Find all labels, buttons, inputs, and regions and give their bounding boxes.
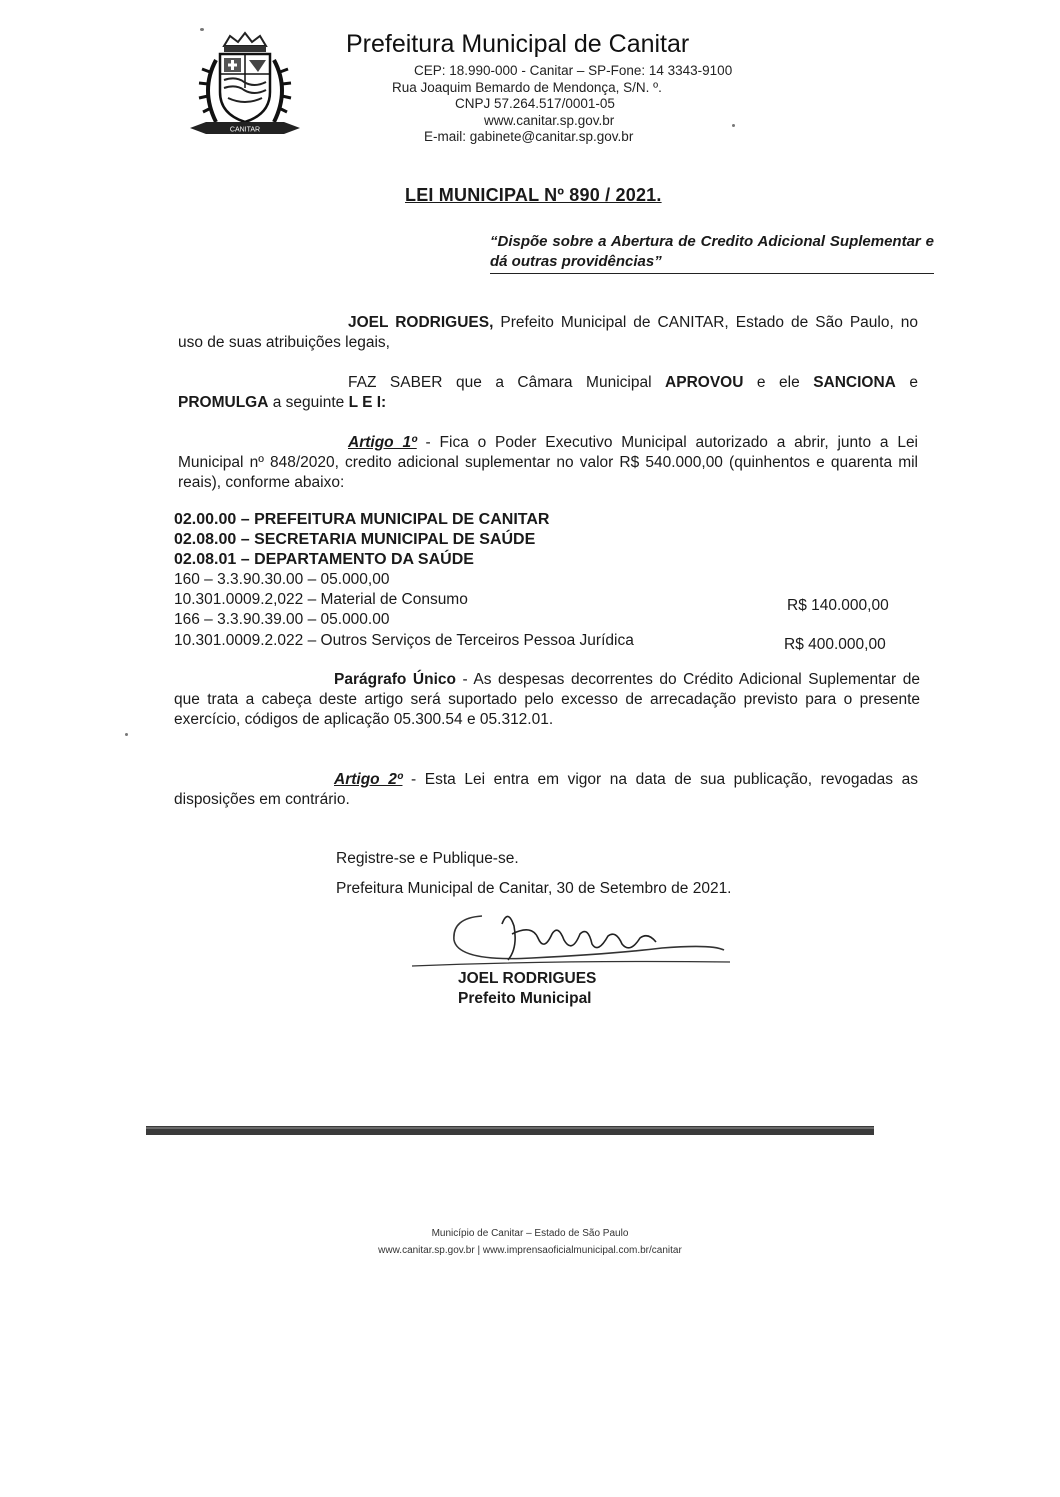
article-2-label: Artigo 2º [334, 771, 403, 788]
register-publish: Registre-se e Publique-se. [336, 850, 519, 867]
municipal-crest-icon [186, 30, 304, 146]
promulgation-promulga: PROMULGA [178, 394, 269, 411]
scan-speck [125, 733, 128, 736]
promulgation-sanciona: SANCIONA [813, 374, 896, 391]
header-title: Prefeitura Municipal de Canitar [346, 30, 690, 58]
article-1-label: Artigo 1º [348, 434, 417, 451]
budget-line-2-amount: R$ 400.000,00 [784, 636, 886, 653]
intro-text: Prefeito Municipal de CANITAR, Estado de São Paulo, no uso de suas atribuições legais, [178, 314, 919, 351]
budget-line-1-amount: R$ 140.000,00 [787, 597, 889, 614]
handwritten-signature-icon [412, 904, 732, 976]
budget-line-2-desc: 10.301.0009.2.022 – Outros Serviços de Terceiros Pessoa Jurídica [174, 632, 634, 649]
paragrafo-unico-text: - As despesas decorrentes do Crédito Adicional Suplementar de que trata a cabeça deste artigo será suportado pelo excesso de arrecadação previsto para o presente exercício, códigos de aplicação 05.300.54 e 05.312.01. [174, 671, 920, 728]
intro-paragraph [178, 313, 918, 353]
article-1-text: - Fica o Poder Executivo Municipal autorizado a abrir, junto a Lei Municipal nº 848/2020, credito adicional suplementar no valor R$ 540.000,00 (quinhentos e quarenta mil reais), conforme abaixo: [178, 434, 919, 491]
article-1 [178, 433, 918, 493]
unit-departamento-saude: 02.08.01 – DEPARTAMENTO DA SAÚDE [174, 551, 474, 568]
promulgation-text-3: e [895, 374, 918, 391]
header-cnpj: CNPJ 57.264.517/0001-05 [455, 96, 615, 111]
header-cep: CEP: 18.990-000 - Canitar – SP-Fone: 14 3343-9100 [414, 63, 733, 78]
mayor-name: JOEL RODRIGUES, [348, 314, 494, 331]
scan-speck [200, 28, 204, 31]
unit-prefeitura: 02.00.00 – PREFEITURA MUNICIPAL DE CANITAR [174, 511, 550, 528]
header-website: www.canitar.sp.gov.br [484, 113, 615, 128]
document-title: LEI MUNICIPAL Nº 890 / 2021. [405, 185, 662, 205]
promulgation-text-4: a seguinte [268, 394, 349, 411]
crest-label: CANITAR [229, 126, 261, 134]
scan-speck [732, 124, 735, 127]
header-email: E-mail: gabinete@canitar.sp.gov.br [424, 129, 634, 144]
promulgation-paragraph [178, 373, 918, 413]
promulgation-text-2: e ele [743, 374, 814, 391]
promulgation-aprovou: APROVOU [665, 374, 744, 391]
footer-divider [146, 1126, 874, 1135]
promulgation-lei: L E I: [348, 394, 387, 411]
place-date: Prefeitura Municipal de Canitar, 30 de Setembro de 2021. [336, 880, 732, 897]
budget-line-1-code: 160 – 3.3.90.30.00 – 05.000,00 [174, 571, 390, 588]
signature-role: Prefeito Municipal [458, 990, 592, 1007]
header-address: Rua Joaquim Bemardo de Mendonça, S/N. º. [392, 80, 662, 95]
budget-line-2-code: 166 – 3.3.90.39.00 – 05.000.00 [174, 611, 390, 628]
budget-line-1-desc: 10.301.0009.2,022 – Material de Consumo [174, 591, 468, 608]
paragrafo-unico-label: Parágrafo Único [334, 671, 456, 688]
paragrafo-unico [174, 670, 920, 730]
signature-name: JOEL RODRIGUES [458, 970, 597, 987]
unit-secretaria-saude: 02.08.00 – SECRETARIA MUNICIPAL DE SAÚDE [174, 531, 536, 548]
footer-municipality: Município de Canitar – Estado de São Paulo [431, 1228, 629, 1239]
ementa-underline [490, 273, 934, 274]
article-2-text: - Esta Lei entra em vigor na data de sua publicação, revogadas as disposições em contrário. [174, 771, 918, 808]
footer-websites: www.canitar.sp.gov.br | www.imprensaoficialmunicipal.com.br/canitar [378, 1245, 682, 1256]
ementa: “Dispõe sobre a Abertura de Credito Adicional Suplementar e dá outras providências” [490, 233, 934, 270]
promulgation-text-1: FAZ SABER que a Câmara Municipal [348, 374, 666, 391]
article-2 [174, 770, 918, 810]
